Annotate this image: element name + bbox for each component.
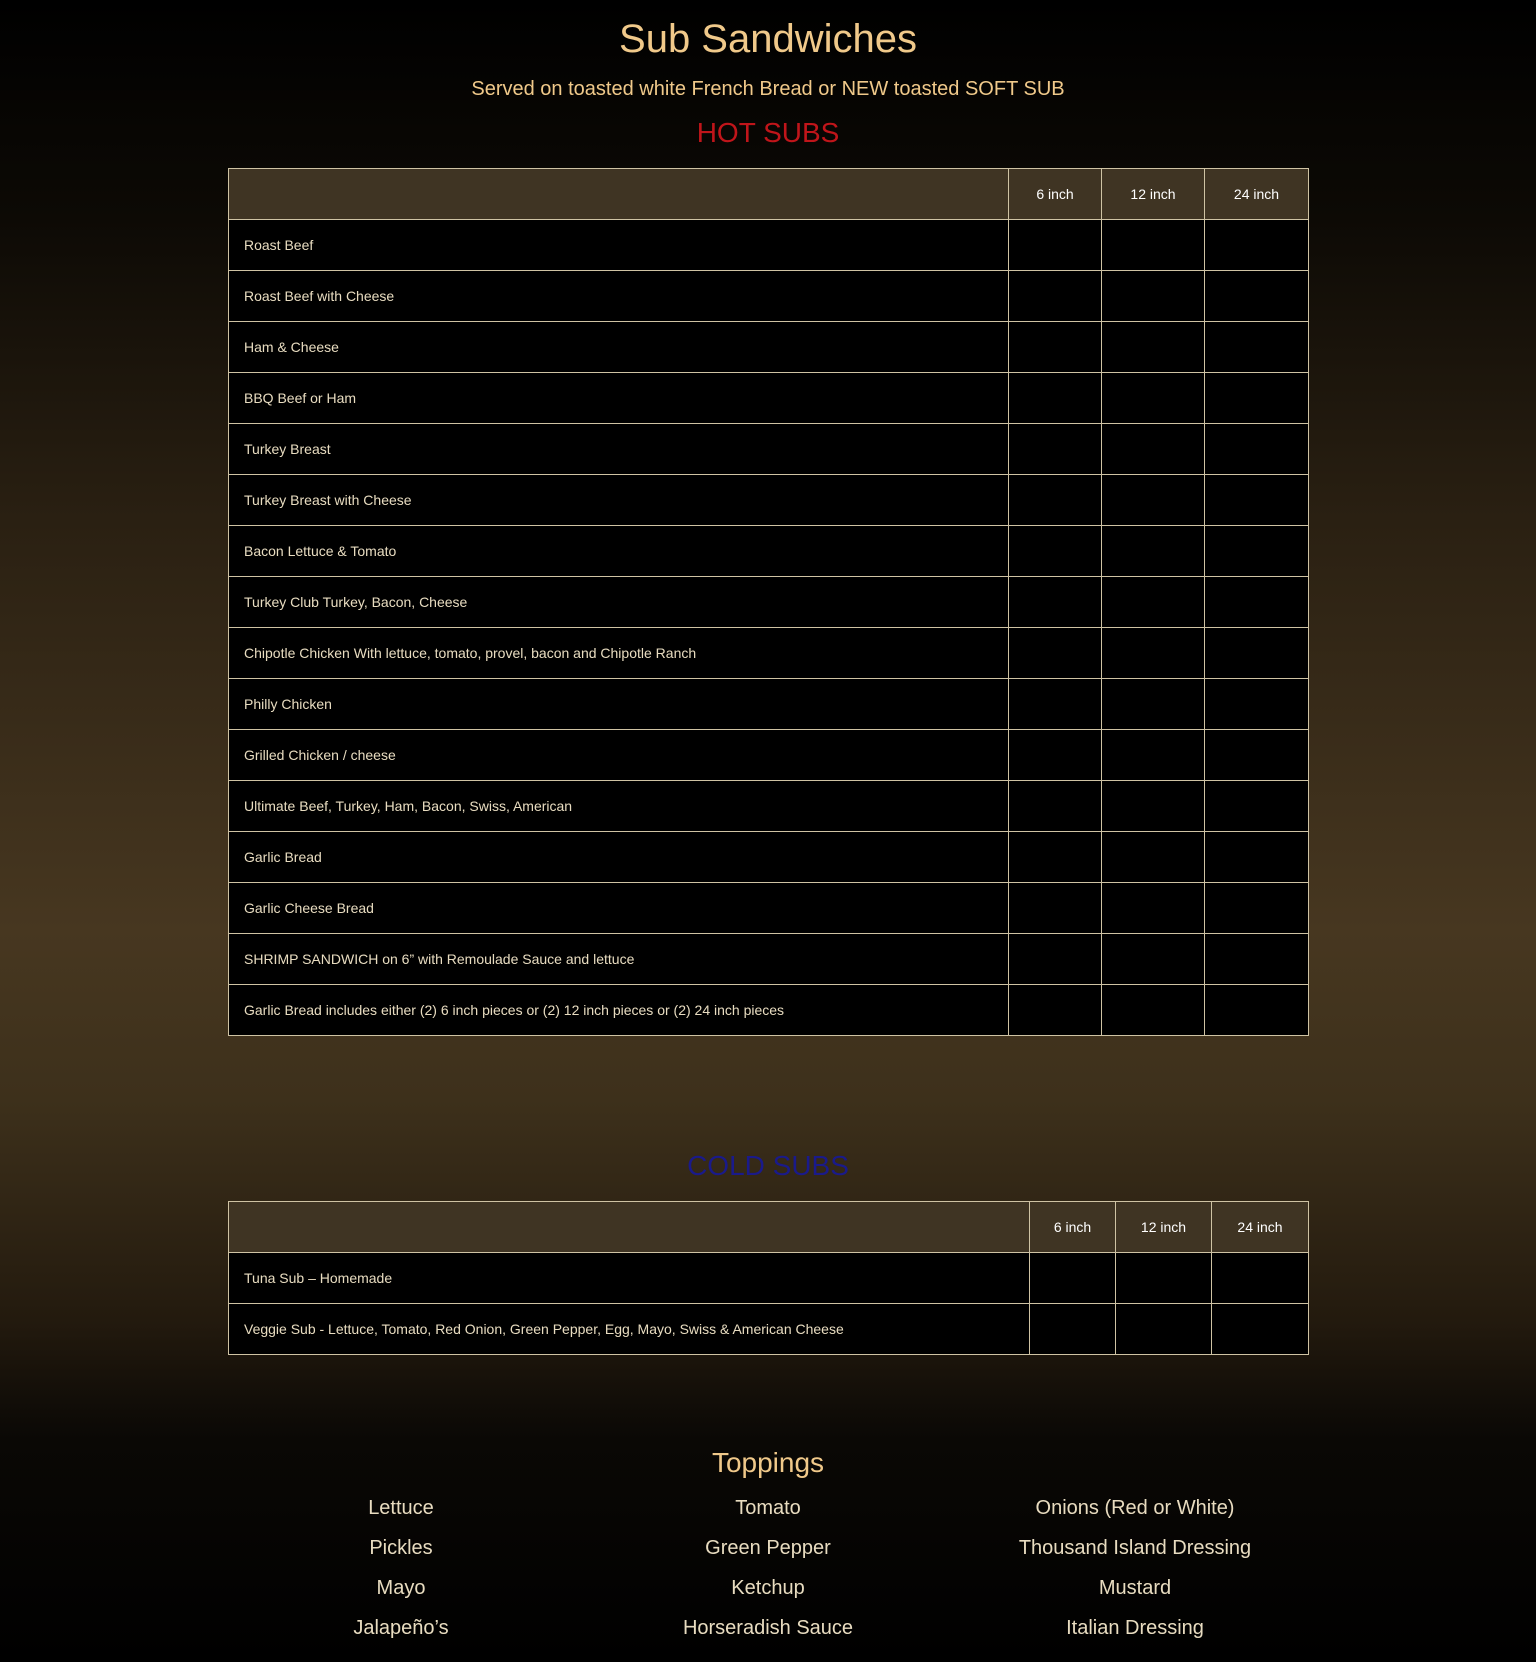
table-header-row <box>229 169 1309 220</box>
menu-item-name: Chipotle Chicken With lettuce, tomato, provel, bacon and Chipotle Ranch <box>229 628 1009 679</box>
table-row <box>229 322 1309 373</box>
price-24-inch <box>1212 1253 1309 1304</box>
table-row <box>229 1253 1309 1304</box>
table-row <box>229 424 1309 475</box>
topping-item: Tomato <box>735 1497 801 1519</box>
topping-item: Mayo <box>376 1577 426 1599</box>
price-12-inch <box>1102 373 1205 424</box>
topping-item: Lettuce <box>368 1497 434 1519</box>
price-12-inch <box>1102 526 1205 577</box>
table-row <box>229 577 1309 628</box>
topping-item: Jalapeño’s <box>353 1617 449 1639</box>
table-row <box>229 526 1309 577</box>
price-12-inch <box>1102 832 1205 883</box>
price-12-inch <box>1102 679 1205 730</box>
table-row <box>229 475 1309 526</box>
topping-item: Pickles <box>369 1537 433 1559</box>
hot-subs-heading: HOT SUBS <box>696 117 840 148</box>
price-24-inch <box>1205 322 1309 373</box>
menu-item-name: Roast Beef with Cheese <box>229 271 1009 322</box>
price-12-inch <box>1102 934 1205 985</box>
price-12-inch <box>1102 730 1205 781</box>
menu-item-name: Turkey Breast with Cheese <box>229 475 1009 526</box>
table-row <box>229 730 1309 781</box>
price-24-inch <box>1205 628 1309 679</box>
menu-item-name: SHRIMP SANDWICH on 6” with Remoulade Sauce and lettuce <box>229 934 1009 985</box>
table-row <box>229 985 1309 1036</box>
price-6-inch <box>1009 271 1102 322</box>
column-header-12-inch: 12 inch <box>1116 1202 1212 1253</box>
topping-item: Green Pepper <box>705 1537 831 1559</box>
column-header-6-inch: 6 inch <box>1030 1202 1116 1253</box>
price-24-inch <box>1205 883 1309 934</box>
page-title: Sub Sandwiches <box>619 17 917 61</box>
price-24-inch <box>1205 730 1309 781</box>
price-12-inch <box>1102 475 1205 526</box>
hot-subs-table <box>228 168 1309 1036</box>
price-6-inch <box>1009 322 1102 373</box>
price-24-inch <box>1205 679 1309 730</box>
hot-subs-rows <box>229 220 1309 1036</box>
page-subtitle: Served on toasted white French Bread or NEW toasted SOFT SUB <box>471 78 1065 100</box>
price-24-inch <box>1205 526 1309 577</box>
price-12-inch <box>1116 1304 1212 1355</box>
table-row <box>229 832 1309 883</box>
topping-item: Ketchup <box>731 1577 805 1599</box>
column-header-6-inch: 6 inch <box>1009 169 1102 220</box>
price-6-inch <box>1009 934 1102 985</box>
price-12-inch <box>1102 220 1205 271</box>
table-header-row <box>229 1202 1309 1253</box>
price-6-inch <box>1009 424 1102 475</box>
topping-item: Italian Dressing <box>1066 1617 1204 1639</box>
menu-item-name: Ultimate Beef, Turkey, Ham, Bacon, Swiss, American <box>229 781 1009 832</box>
price-24-inch <box>1205 271 1309 322</box>
column-header-24-inch: 24 inch <box>1205 169 1309 220</box>
column-header-12-inch: 12 inch <box>1102 169 1205 220</box>
menu-item-name: Turkey Club Turkey, Bacon, Cheese <box>229 577 1009 628</box>
price-6-inch <box>1009 985 1102 1036</box>
topping-item: Onions (Red or White) <box>1035 1497 1235 1519</box>
toppings-list <box>218 1488 1318 1648</box>
table-row <box>229 679 1309 730</box>
price-24-inch <box>1212 1304 1309 1355</box>
price-12-inch <box>1102 271 1205 322</box>
price-24-inch <box>1205 373 1309 424</box>
table-row <box>229 781 1309 832</box>
cold-subs-table <box>228 1201 1309 1355</box>
menu-item-name: Grilled Chicken / cheese <box>229 730 1009 781</box>
price-12-inch <box>1102 628 1205 679</box>
menu-item-name: Garlic Bread includes either (2) 6 inch pieces or (2) 12 inch pieces or (2) 24 inch pieces <box>229 985 1009 1036</box>
table-row <box>229 271 1309 322</box>
price-6-inch <box>1009 730 1102 781</box>
column-header-item <box>229 169 1009 220</box>
cold-subs-rows <box>229 1253 1309 1355</box>
price-6-inch <box>1009 526 1102 577</box>
topping-item: Mustard <box>1098 1577 1172 1599</box>
table-row <box>229 628 1309 679</box>
menu-item-name: Garlic Bread <box>229 832 1009 883</box>
menu-item-name: Garlic Cheese Bread <box>229 883 1009 934</box>
column-header-24-inch: 24 inch <box>1212 1202 1309 1253</box>
table-row <box>229 220 1309 271</box>
price-24-inch <box>1205 832 1309 883</box>
price-24-inch <box>1205 220 1309 271</box>
price-6-inch <box>1009 373 1102 424</box>
price-6-inch <box>1009 832 1102 883</box>
price-6-inch <box>1009 628 1102 679</box>
price-6-inch <box>1009 679 1102 730</box>
menu-item-name: Roast Beef <box>229 220 1009 271</box>
price-12-inch <box>1102 883 1205 934</box>
topping-item: Thousand Island Dressing <box>1018 1537 1252 1559</box>
menu-item-name: Philly Chicken <box>229 679 1009 730</box>
price-12-inch <box>1102 322 1205 373</box>
price-24-inch <box>1205 934 1309 985</box>
price-24-inch <box>1205 424 1309 475</box>
column-header-item <box>229 1202 1030 1253</box>
menu-item-name: Veggie Sub - Lettuce, Tomato, Red Onion, Green Pepper, Egg, Mayo, Swiss & American Cheese <box>229 1304 1030 1355</box>
price-6-inch <box>1009 475 1102 526</box>
price-12-inch <box>1116 1253 1212 1304</box>
price-24-inch <box>1205 781 1309 832</box>
price-12-inch <box>1102 577 1205 628</box>
price-6-inch <box>1030 1253 1116 1304</box>
price-12-inch <box>1102 424 1205 475</box>
table-row <box>229 883 1309 934</box>
menu-item-name: Bacon Lettuce & Tomato <box>229 526 1009 577</box>
price-6-inch <box>1009 220 1102 271</box>
price-12-inch <box>1102 781 1205 832</box>
topping-item: Horseradish Sauce <box>682 1617 854 1639</box>
price-24-inch <box>1205 577 1309 628</box>
table-row <box>229 934 1309 985</box>
menu-item-name: BBQ Beef or Ham <box>229 373 1009 424</box>
price-24-inch <box>1205 475 1309 526</box>
table-row <box>229 1304 1309 1355</box>
price-6-inch <box>1030 1304 1116 1355</box>
menu-item-name: Tuna Sub – Homemade <box>229 1253 1030 1304</box>
price-6-inch <box>1009 883 1102 934</box>
menu-item-name: Turkey Breast <box>229 424 1009 475</box>
table-row <box>229 373 1309 424</box>
cold-subs-heading: COLD SUBS <box>687 1150 849 1181</box>
price-6-inch <box>1009 577 1102 628</box>
menu-item-name: Ham & Cheese <box>229 322 1009 373</box>
price-6-inch <box>1009 781 1102 832</box>
price-12-inch <box>1102 985 1205 1036</box>
toppings-heading: Toppings <box>711 1447 825 1478</box>
price-24-inch <box>1205 985 1309 1036</box>
